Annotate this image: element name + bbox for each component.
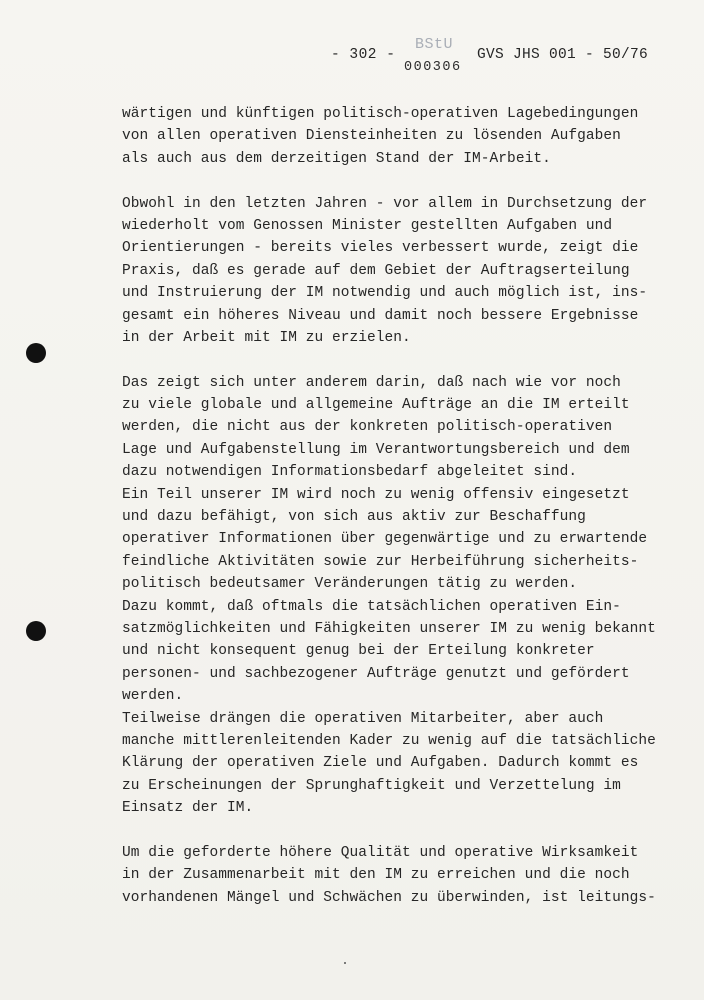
document-reference: GVS JHS 001 - 50/76 (477, 47, 649, 63)
text-line: personen- und sachbezogener Aufträge genutzt und gefördert (122, 665, 630, 682)
text-line: Dazu kommt, daß oftmals die tatsächlichen operativen Ein- (122, 598, 621, 615)
text-line: wiederholt vom Genossen Minister gestellten Aufgaben und (122, 217, 613, 234)
document-body (122, 103, 682, 909)
text-line: in der Zusammenarbeit mit den IM zu erreichen und die noch (122, 867, 630, 884)
page-header (0, 36, 704, 84)
text-line: vorhandenen Mängel und Schwächen zu überwinden, ist leitungs- (122, 889, 656, 906)
paragraph-gap (122, 820, 682, 842)
text-line: manche mittlerenleitenden Kader zu wenig auf die tatsächliche (122, 732, 656, 749)
text-line: dazu notwendigen Informationsbedarf abgeleitet sind. (122, 464, 578, 481)
paragraph (122, 842, 682, 909)
text-line: Einsatz der IM. (122, 800, 254, 817)
text-line: Um die geforderte höhere Qualität und operative Wirksamkeit (122, 844, 639, 861)
archive-stamp-number: 000306 (404, 60, 462, 75)
text-line: Orientierungen - bereits vieles verbessert wurde, zeigt die (122, 240, 639, 257)
text-line: und Instruierung der IM notwendig und auch möglich ist, ins- (122, 285, 648, 302)
text-line: wärtigen und künftigen politisch-operativen Lagebedingungen (122, 106, 639, 122)
text-line: von allen operativen Diensteinheiten zu lösenden Aufgaben (122, 128, 621, 145)
text-line: werden, die nicht aus der konkreten politisch-operativen (122, 419, 613, 436)
text-line: Das zeigt sich unter anderem darin, daß nach wie vor noch (122, 374, 621, 391)
punch-hole (26, 343, 46, 363)
text-line: und nicht konsequent genug bei der Erteilung konkreter (122, 643, 595, 660)
text-line: politisch bedeutsamer Veränderungen tätig zu werden. (122, 576, 578, 593)
text-line: als auch aus dem derzeitigen Stand der IM-Arbeit. (122, 150, 551, 167)
paragraph (122, 103, 682, 170)
text-line: Praxis, daß es gerade auf dem Gebiet der Auftragserteilung (122, 262, 630, 279)
text-line: satzmöglichkeiten und Fähigkeiten unserer IM zu wenig bekannt (122, 620, 656, 637)
paragraph-gap (122, 349, 682, 371)
text-line: Ein Teil unserer IM wird noch zu wenig offensiv eingesetzt (122, 486, 630, 503)
archive-stamp: BStU (415, 36, 454, 53)
paragraph-gap (122, 170, 682, 192)
page-number: - 302 - (331, 47, 396, 63)
text-line: Obwohl in den letzten Jahren - vor allem in Durchsetzung der (122, 195, 648, 212)
text-line: werden. (122, 688, 184, 705)
text-line: zu Erscheinungen der Sprunghaftigkeit und Verzettelung im (122, 777, 621, 794)
text-line: gesamt ein höheres Niveau und damit noch bessere Ergebnisse (122, 307, 639, 324)
text-line: feindliche Aktivitäten sowie zur Herbeiführung sicherheits- (122, 553, 639, 570)
text-line: Klärung der operativen Ziele und Aufgaben. Dadurch kommt es (122, 755, 639, 772)
text-line: Teilweise drängen die operativen Mitarbeiter, aber auch (122, 710, 604, 727)
text-line: zu viele globale und allgemeine Aufträge an die IM erteilt (122, 397, 630, 414)
paragraph (122, 372, 682, 820)
paragraph (122, 193, 682, 350)
paper-speck (344, 962, 346, 964)
text-line: und dazu befähigt, von sich aus aktiv zur Beschaffung (122, 509, 586, 526)
text-line: Lage und Aufgabenstellung im Verantwortungsbereich und dem (122, 441, 630, 458)
text-line: operativer Informationen über gegenwärtige und zu erwartende (122, 531, 648, 548)
punch-hole (26, 621, 46, 641)
text-line: in der Arbeit mit IM zu erzielen. (122, 329, 411, 346)
